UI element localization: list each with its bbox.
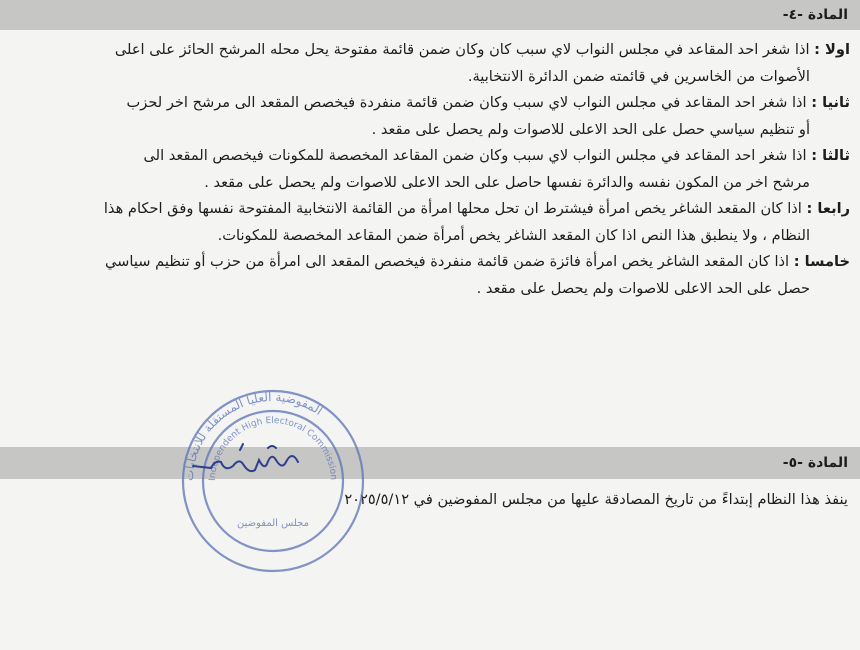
paragraph-line: الأصوات من الخاسرين في قائمته ضمن الدائرة الانتخابية. — [467, 67, 810, 85]
seal-inner-text: مجلس المفوضين — [236, 518, 310, 529]
article-5-text: ينفذ هذا النظام إبتداءً من تاريخ المصادقة عليها من مجلس المفوضين في ٢٠٢٥/٥/١٢ — [344, 491, 848, 508]
article-4-header-bar — [0, 0, 860, 30]
paragraph-line: حصل على الحد الاعلى للاصوات ولم يحصل على مقعد . — [476, 279, 810, 297]
paragraph-label: خامسا : — [793, 253, 850, 270]
seal-inner-ring — [203, 411, 343, 551]
handwritten-signature — [180, 440, 310, 480]
article-5-heading: المادة -٥- — [782, 455, 848, 471]
article-4-paragraph-4 — [10, 196, 850, 249]
paragraph-line: اذا شغر احد المقاعد في مجلس النواب لاي سبب وكان ضمن قائمة منفردة فيخصص المقعد الى مرشح اخر لحزب — [126, 94, 807, 111]
paragraph-line: اذا كان المقعد الشاغر يخص امرأة فيشترط ان تحل محلها امرأة من القائمة الانتخابية المفتوحة نفسها وفق احكام هذا — [103, 200, 802, 217]
paragraph-label: ثانيا : — [811, 94, 850, 111]
article-4-heading: المادة -٤- — [782, 7, 848, 23]
paragraph-line: اذا شغر احد المقاعد في مجلس النواب لاي سبب وكان ضمن المقاعد المخصصة للمكونات فيخصص المقعد الى — [143, 147, 807, 164]
seal-outer-text: المفوضية العليا المستقلة للانتخابات — [181, 389, 326, 482]
official-seal — [178, 386, 368, 576]
article-4-paragraph-3 — [10, 143, 850, 196]
paragraph-line: النظام ، ولا ينطبق هذا النص اذا كان المقعد الشاغر يخص أمرأة ضمن المقاعد المخصصة للمكونات. — [217, 226, 810, 244]
article-4-paragraph-5 — [10, 249, 850, 302]
paragraph-line: أو تنظيم سياسي حصل على الحد الاعلى للاصوات ولم يحصل على مقعد . — [371, 120, 810, 138]
article-4-paragraph-1 — [10, 37, 850, 90]
article-4-body — [10, 37, 850, 302]
paragraph-label: اولا : — [814, 41, 850, 58]
article-5-header-bar — [0, 447, 860, 479]
paragraph-line: اذا شغر احد المقاعد في مجلس النواب لاي سبب كان وكان ضمن قائمة مفتوحة يحل محله المرشح الحائز على اعلى — [114, 41, 810, 58]
paragraph-line: اذا كان المقعد الشاغر يخص امرأة فائزة ضمن قائمة منفردة فيخصص المقعد الى امرأة من حزب أو تنظيم سياسي — [105, 253, 790, 270]
paragraph-label: رابعا : — [806, 200, 850, 217]
seal-english-text: Independent High Electoral Commission — [207, 415, 339, 482]
article-4-paragraph-2 — [10, 90, 850, 143]
paragraph-line: مرشح اخر من المكون نفسه والدائرة نفسها حاصل على الحد الاعلى للاصوات ولم يحصل على مقعد . — [204, 173, 810, 191]
paragraph-label: ثالثا : — [811, 147, 850, 164]
